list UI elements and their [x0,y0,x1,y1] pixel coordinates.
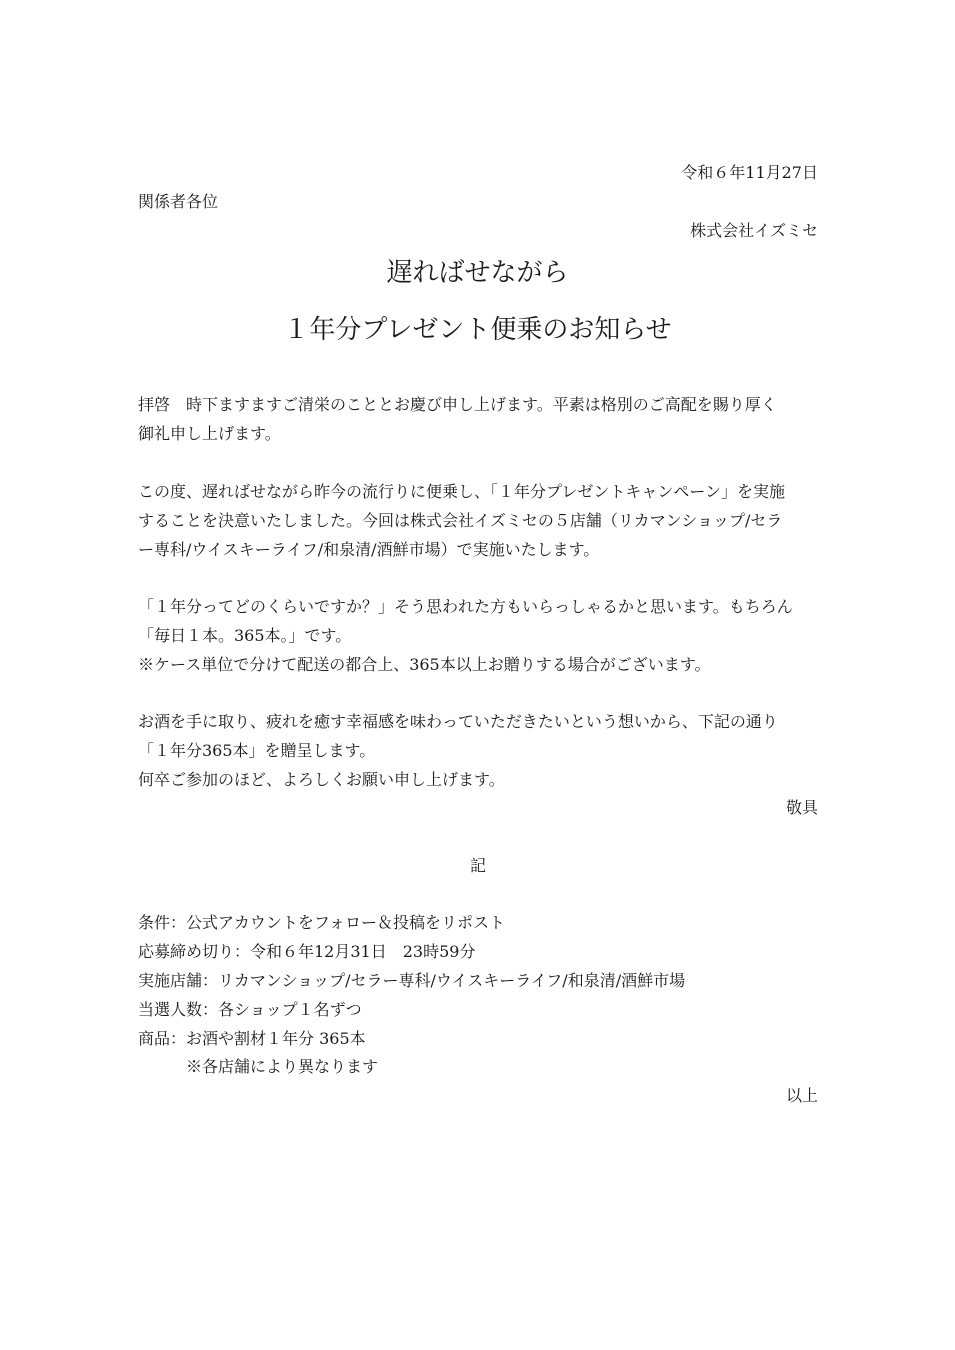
paragraph1-line-2: 御礼申し上げます。 [138,424,281,443]
title-line-1: 遅ればせながら [386,258,569,288]
detail-winners: 当選人数：各ショップ１名ずつ [138,1000,362,1019]
detail-prize: 商品：お酒や割材１年分 365本 [138,1029,366,1048]
paragraph3-line-1: 「１年分ってどのくらいですか？」そう思われた方もいらっしゃるかと思います。もちろん [138,597,793,616]
title-line-2: １年分プレゼント便乗のお知らせ [283,315,672,345]
paragraph3-line-2: 「毎日１本。365本。」です。 [138,626,352,645]
detail-note: ※各店舗により異なります [186,1057,379,1076]
date: 令和６年11月27日 [681,163,818,182]
detail-conditions: 条件：公式アカウントをフォロー＆投稿をリポスト [138,913,506,932]
paragraph4-line-2: 「１年分365本」を贈呈します。 [138,741,376,760]
paragraph1-line-1: 拝啓 時下ますますご清栄のこととお慶び申し上げます。平素は格別のご高配を賜り厚く [138,395,777,414]
sender: 株式会社イズミセ [690,221,818,240]
detail-stores: 実施店舗：リカマンショップ/セラー専科/ウイスキーライフ/和泉清/酒鮮市場 [138,971,686,990]
closing-keigu: 敬具 [785,798,818,817]
end-ijou: 以上 [785,1086,818,1105]
paragraph4-line-3: 何卒ご参加のほど、よろしくお願い申し上げます。 [138,770,505,789]
ki-heading: 記 [469,856,486,875]
paragraph4-line-1: お酒を手に取り、疲れを癒す幸福感を味わっていただきたいという想いから、下記の通り [138,712,778,731]
paragraph2-line-2: することを決意いたしました。今回は株式会社イズミセの５店舗（リカマンショップ/セラ [138,511,783,530]
paragraph3-note: ※ケース単位で分けて配送の都合上、365本以上お贈りする場合がございます。 [138,655,711,674]
paragraph2-line-3: ー専科/ウイスキーライフ/和泉清/酒鮮市場）で実施いたします。 [138,540,600,559]
detail-deadline: 応募締め切り：令和６年12月31日 23時59分 [138,942,476,961]
addressee: 関係者各位 [138,192,219,211]
paragraph2-line-1: この度、遅ればせながら昨今の流行りに便乗し、「１年分プレゼントキャンペーン」を実施 [138,482,786,501]
